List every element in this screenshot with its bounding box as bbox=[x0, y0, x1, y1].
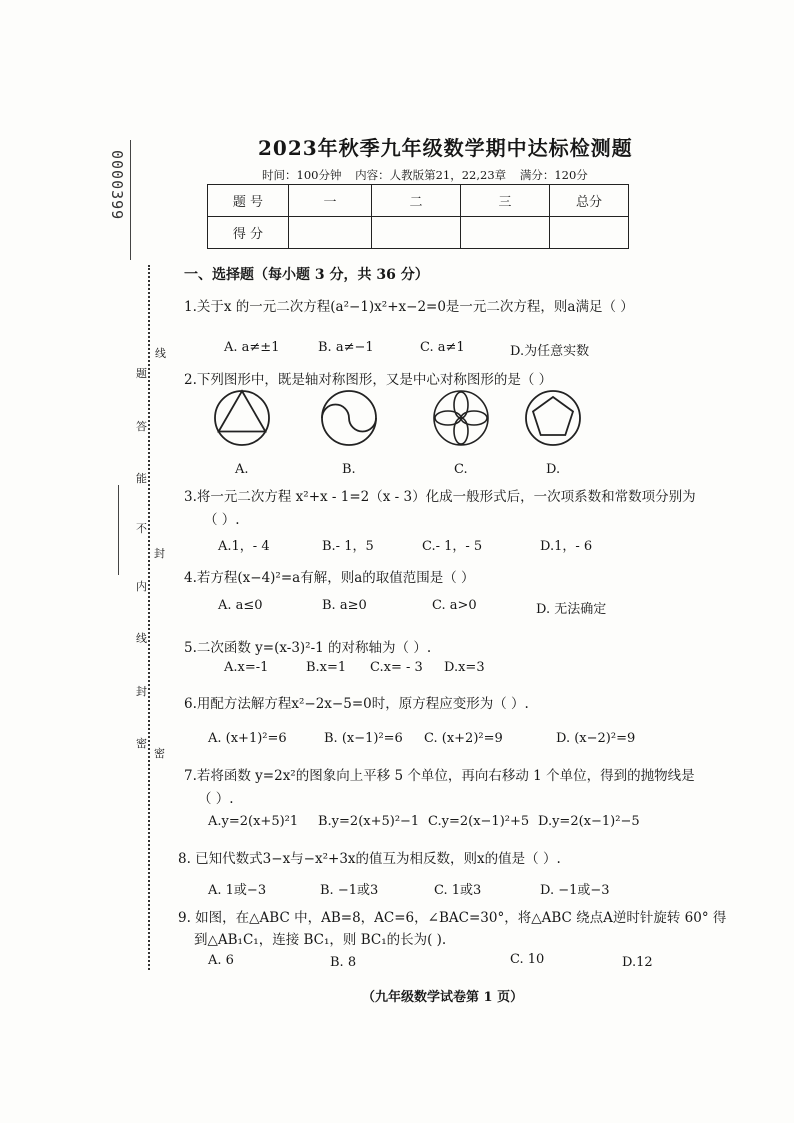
score-table-cell: 二 bbox=[372, 185, 461, 217]
seal-dotted-line bbox=[148, 265, 150, 970]
option-c: C.y=2(x−1)²+5 bbox=[428, 814, 530, 829]
figure-b-yin-yang bbox=[322, 391, 376, 445]
option-b: B. a≠−1 bbox=[318, 340, 374, 355]
page-footer: （九年级数学试卷第 1 页） bbox=[362, 990, 524, 1005]
score-table-cell: 题 号 bbox=[208, 185, 289, 217]
binding-line-top bbox=[130, 140, 131, 260]
figure-label-b: B. bbox=[342, 462, 356, 477]
option-c: C. a≠1 bbox=[420, 340, 465, 355]
option-a: A.x=-1 bbox=[224, 660, 269, 675]
option-b: B. a≥0 bbox=[322, 598, 367, 613]
side-char: 内 bbox=[136, 580, 147, 593]
option-d: D.1，- 6 bbox=[540, 539, 593, 554]
option-a: A. 1或−3 bbox=[208, 883, 267, 898]
option-a: A. a≠±1 bbox=[224, 340, 280, 355]
question-5: 5.二次函数 y=(x-3)²-1 的对称轴为（ ）. bbox=[184, 640, 432, 656]
side-char: 封 bbox=[136, 685, 147, 698]
side-char: 密 bbox=[154, 747, 165, 760]
figure-label-d: D. bbox=[546, 462, 561, 477]
option-b: B.- 1，5 bbox=[322, 539, 374, 554]
question-2: 2.下列图形中，既是轴对称图形，又是中心对称图形的是（ ） bbox=[184, 372, 553, 388]
question-3-blank: （ ）. bbox=[204, 512, 240, 528]
side-char: 题 bbox=[136, 367, 147, 380]
score-input-cell bbox=[461, 217, 550, 249]
serial-number: 0000399 bbox=[108, 150, 126, 221]
option-b: B.x=1 bbox=[306, 660, 347, 675]
score-table-cell: 一 bbox=[289, 185, 372, 217]
score-table-cell: 三 bbox=[461, 185, 550, 217]
side-char: 答 bbox=[136, 420, 147, 433]
score-input-cell bbox=[289, 217, 372, 249]
exam-full-score: 满分：120分 bbox=[519, 168, 588, 182]
question-1: 1.关于x 的一元二次方程(a²−1)x²+x−2=0是一元二次方程，则a满足（ ） bbox=[184, 299, 634, 315]
question-8: 8. 已知代数式3−x与−x²+3x的值互为相反数，则x的值是（ ）. bbox=[178, 851, 561, 867]
option-c: C.- 1，- 5 bbox=[422, 539, 483, 554]
score-table bbox=[207, 184, 629, 249]
question-4: 4.若方程(x−4)²=a有解，则a的取值范围是（ ） bbox=[184, 570, 475, 586]
option-c: C. 1或3 bbox=[434, 883, 482, 898]
figure-label-a: A. bbox=[235, 462, 249, 477]
exam-title: 2023年秋季九年级数学期中达标检测题 bbox=[258, 136, 633, 160]
exam-meta bbox=[262, 167, 598, 183]
q2-figures bbox=[212, 388, 592, 450]
question-9-line2: 到△AB₁C₁，连接 BC₁，则 BC₁的长为( ). bbox=[194, 932, 447, 948]
section-heading: 一、选择题（每小题 3 分，共 36 分） bbox=[184, 267, 429, 283]
question-7-blank: （ ）. bbox=[198, 791, 234, 807]
option-b: B. −1或3 bbox=[320, 883, 379, 898]
binding-line-mid bbox=[118, 485, 119, 575]
option-d: D.为任意实数 bbox=[510, 344, 590, 359]
option-b: B.y=2(x+5)²−1 bbox=[318, 814, 420, 829]
question-6: 6.用配方法解方程x²−2x−5=0时，原方程应变形为（ ）. bbox=[184, 696, 529, 712]
side-char: 不 bbox=[136, 522, 147, 535]
question-9: 9. 如图，在△ABC 中，AB=8，AC=6，∠BAC=30°，将△ABC 绕点A逆时针旋转 60° 得 bbox=[178, 910, 727, 926]
exam-content: 内容：人教版第21，22,23章 bbox=[355, 168, 507, 182]
option-a: A.1，- 4 bbox=[218, 539, 270, 554]
figure-a-circle-triangle bbox=[215, 391, 269, 445]
option-d: D. (x−2)²=9 bbox=[556, 731, 636, 746]
score-table-score-row bbox=[208, 217, 629, 249]
option-d: D.12 bbox=[622, 955, 653, 970]
option-b: B. (x−1)²=6 bbox=[324, 731, 403, 746]
score-input-cell bbox=[372, 217, 461, 249]
side-char: 密 bbox=[136, 737, 147, 750]
option-d: D. 无法确定 bbox=[536, 602, 607, 617]
exam-time: 时间：100分钟 bbox=[262, 168, 342, 182]
score-input-cell bbox=[550, 217, 629, 249]
option-d: D.x=3 bbox=[444, 660, 485, 675]
question-3: 3.将一元二次方程 x²+x - 1=2（x - 3）化成一般形式后，一次项系数和常数项分别为 bbox=[184, 489, 696, 505]
score-table-cell: 总分 bbox=[550, 185, 629, 217]
option-a: A. 6 bbox=[208, 953, 234, 968]
score-table-cell: 得 分 bbox=[208, 217, 289, 249]
option-a: A. a≤0 bbox=[218, 598, 263, 613]
option-a: A.y=2(x+5)²1 bbox=[208, 814, 299, 829]
figure-d-pentagon bbox=[526, 391, 580, 445]
option-d: D.y=2(x−1)²−5 bbox=[538, 814, 640, 829]
option-a: A. (x+1)²=6 bbox=[208, 731, 287, 746]
side-char: 能 bbox=[136, 472, 147, 485]
question-7: 7.若将函数 y=2x²的图象向上平移 5 个单位，再向右移动 1 个单位，得到的抛物线是 bbox=[184, 768, 695, 784]
option-c: C. (x+2)²=9 bbox=[424, 731, 503, 746]
side-char: 封 bbox=[154, 547, 165, 560]
score-table-header-row bbox=[208, 185, 629, 217]
option-d: D. −1或−3 bbox=[540, 883, 610, 898]
figure-label-c: C. bbox=[454, 462, 468, 477]
figure-c-flower bbox=[434, 391, 488, 445]
side-char: 线 bbox=[155, 347, 166, 360]
option-b: B. 8 bbox=[330, 955, 357, 970]
side-char: 线 bbox=[136, 632, 147, 645]
option-c: C. 10 bbox=[510, 952, 545, 967]
option-c: C.x= - 3 bbox=[370, 660, 423, 675]
option-c: C. a>0 bbox=[432, 598, 477, 613]
